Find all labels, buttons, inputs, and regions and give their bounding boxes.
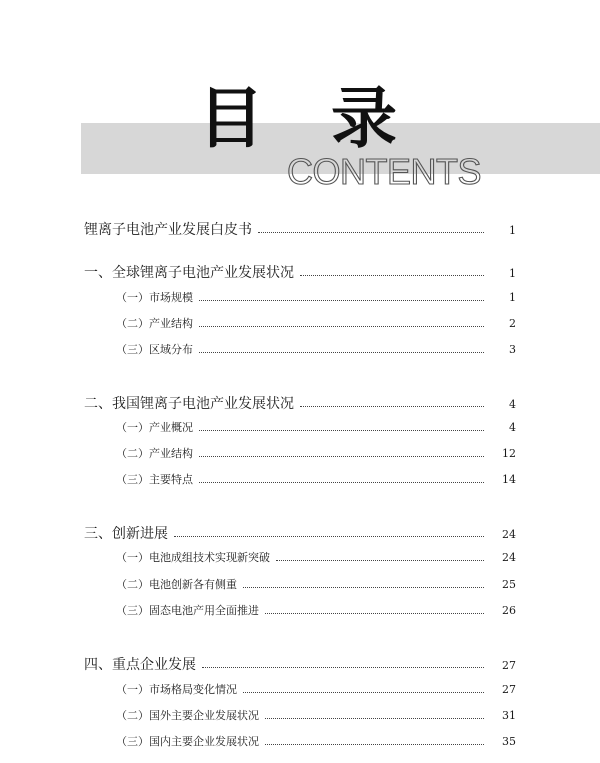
toc-subsection-label: （一）市场规模 bbox=[116, 291, 193, 304]
leader-dots bbox=[265, 612, 484, 614]
toc-page-number: 1 bbox=[509, 224, 516, 237]
leader-dots bbox=[202, 666, 484, 668]
toc-subsection[interactable] bbox=[116, 576, 516, 592]
toc-subsection[interactable] bbox=[116, 681, 516, 697]
toc-page-number: 26 bbox=[502, 604, 516, 617]
toc-page-number: 2 bbox=[509, 317, 516, 330]
toc-subsection[interactable] bbox=[116, 602, 516, 618]
toc-section-2[interactable] bbox=[84, 393, 516, 413]
toc-subsection[interactable] bbox=[116, 341, 516, 357]
toc-section-4[interactable] bbox=[84, 654, 516, 674]
toc-page-number: 4 bbox=[509, 398, 516, 411]
leader-dots bbox=[243, 691, 484, 693]
toc-section-label: 一、全球锂离子电池产业发展状况 bbox=[84, 265, 294, 281]
toc-page-number: 1 bbox=[509, 291, 516, 304]
toc-section-label: 二、我国锂离子电池产业发展状况 bbox=[84, 396, 294, 412]
leader-dots bbox=[199, 481, 484, 483]
toc-subsection-label: （二）产业结构 bbox=[116, 317, 193, 330]
toc-page-number: 25 bbox=[502, 578, 516, 591]
toc-page-number: 1 bbox=[509, 267, 516, 280]
toc-section-1[interactable] bbox=[84, 262, 516, 282]
leader-dots bbox=[199, 429, 484, 431]
toc-entry-label: 锂离子电池产业发展白皮书 bbox=[84, 222, 252, 238]
toc-subsection-label: （一）电池成组技术实现新突破 bbox=[116, 551, 270, 564]
toc-subsection-label: （二）电池创新各有侧重 bbox=[116, 578, 237, 591]
leader-dots bbox=[199, 325, 484, 327]
toc-page-number: 12 bbox=[502, 447, 516, 460]
toc-page-number: 24 bbox=[502, 551, 516, 564]
toc-subsection-label: （二）产业结构 bbox=[116, 447, 193, 460]
leader-dots bbox=[300, 405, 484, 407]
toc-section-label: 四、重点企业发展 bbox=[84, 657, 196, 673]
toc-subsection-label: （一）市场格局变化情况 bbox=[116, 683, 237, 696]
leader-dots bbox=[243, 586, 484, 588]
leader-dots bbox=[300, 274, 484, 276]
toc-subsection[interactable] bbox=[116, 549, 516, 565]
toc-page-number: 27 bbox=[502, 659, 516, 672]
toc-subsection[interactable] bbox=[116, 419, 516, 435]
toc-page-number: 4 bbox=[509, 421, 516, 434]
toc-subsection-label: （三）国内主要企业发展状况 bbox=[116, 735, 259, 748]
leader-dots bbox=[174, 535, 484, 537]
leader-dots bbox=[199, 351, 484, 353]
toc-page-number: 24 bbox=[502, 528, 516, 541]
toc-subsection-label: （三）主要特点 bbox=[116, 473, 193, 486]
page-title: 目 录 bbox=[198, 80, 419, 157]
toc-subsection[interactable] bbox=[116, 707, 516, 723]
toc-entry-intro[interactable] bbox=[84, 219, 516, 239]
leader-dots bbox=[276, 559, 484, 561]
toc-section-label: 三、创新进展 bbox=[84, 526, 168, 542]
toc-subsection-label: （一）产业概况 bbox=[116, 421, 193, 434]
toc-page-number: 14 bbox=[502, 473, 516, 486]
toc-subsection-label: （三）区域分布 bbox=[116, 343, 193, 356]
leader-dots bbox=[199, 455, 484, 457]
leader-dots bbox=[258, 231, 484, 233]
toc-page-number: 31 bbox=[502, 709, 516, 722]
toc-subsection[interactable] bbox=[116, 471, 516, 487]
toc-subsection[interactable] bbox=[116, 315, 516, 331]
toc-section-3[interactable] bbox=[84, 523, 516, 543]
toc-page-number: 35 bbox=[502, 735, 516, 748]
toc-page-number: 27 bbox=[502, 683, 516, 696]
leader-dots bbox=[265, 743, 484, 745]
toc-subsection[interactable] bbox=[116, 733, 516, 749]
toc-page-number: 3 bbox=[509, 343, 516, 356]
toc-subsection-label: （三）固态电池产用全面推进 bbox=[116, 604, 259, 617]
leader-dots bbox=[199, 299, 484, 301]
toc-subsection[interactable] bbox=[116, 289, 516, 305]
toc-subsection-label: （二）国外主要企业发展状况 bbox=[116, 709, 259, 722]
page-subtitle: CONTENTS bbox=[287, 151, 481, 192]
toc-subsection[interactable] bbox=[116, 445, 516, 461]
leader-dots bbox=[265, 717, 484, 719]
